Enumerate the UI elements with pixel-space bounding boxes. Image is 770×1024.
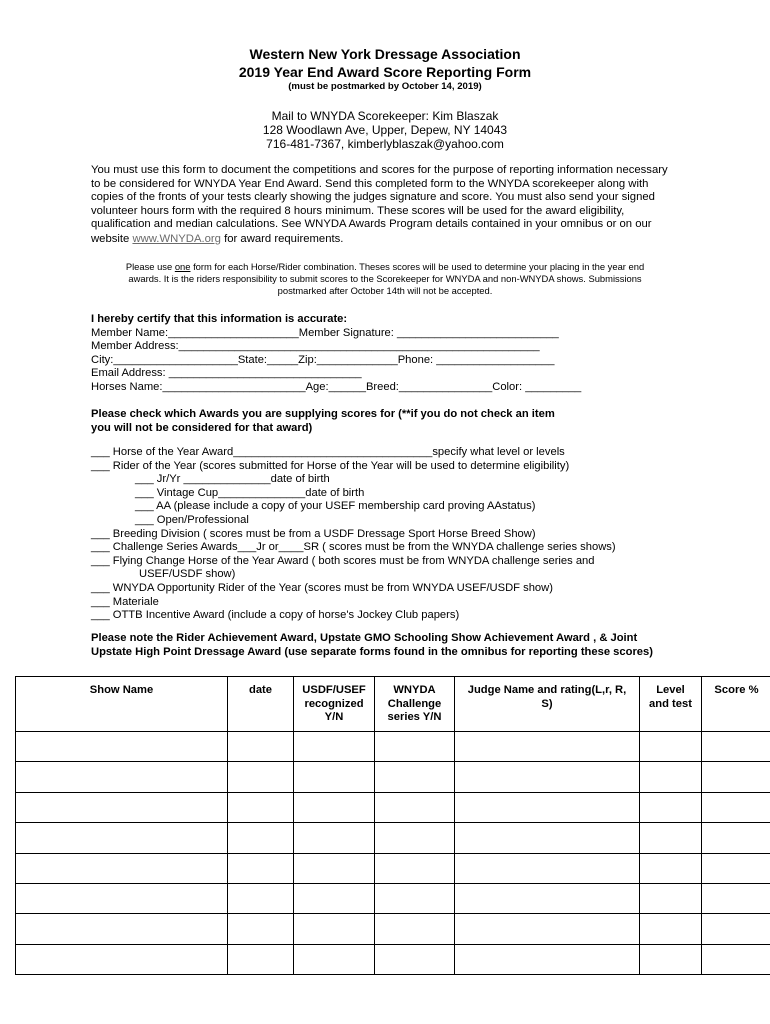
award-opportunity-rider[interactable]: ___ WNYDA Opportunity Rider of the Year (scores must be from WNYDA USEF/USDF show) xyxy=(91,581,553,594)
level-cell[interactable] xyxy=(640,914,702,944)
website-link[interactable]: www.WNYDA.org xyxy=(132,232,221,245)
website-suffix: for award requirements. xyxy=(220,232,344,245)
date-cell[interactable] xyxy=(228,944,294,974)
submission-note xyxy=(100,261,670,298)
col-score: Score % xyxy=(702,677,770,732)
challenge-cell[interactable] xyxy=(375,732,455,762)
level-cell[interactable] xyxy=(640,823,702,853)
member-name-field[interactable]: Member Name:_____________________Member Signature: __________________________ xyxy=(91,326,559,339)
note-underlined: one xyxy=(174,261,191,272)
recognized-cell[interactable] xyxy=(294,914,375,944)
note-line: awards. It is the riders responsibility to submit scores to the Scorekeeper for WNYDA and non-WNYDA shows. Submissions xyxy=(128,273,642,285)
show-name-cell[interactable] xyxy=(16,762,228,792)
mail-line-1: Mail to WNYDA Scorekeeper: Kim Blaszak xyxy=(271,109,499,123)
intro-line: qualification and median calculations. See WNYDA Awards Program details contained in your omnibus or on our xyxy=(91,218,652,231)
score-cell[interactable] xyxy=(702,914,770,944)
intro-line: volunteer hours form with the required 8 hours minimum. These scores will be used for the award eligibility, xyxy=(91,204,625,217)
certify-section xyxy=(91,313,691,395)
date-cell[interactable] xyxy=(228,792,294,822)
org-title: Western New York Dressage Association xyxy=(249,46,521,62)
intro-paragraph xyxy=(91,164,681,247)
deadline-note: (must be postmarked by October 14, 2019) xyxy=(288,81,482,92)
score-cell[interactable] xyxy=(702,732,770,762)
award-challenge-series[interactable]: ___ Challenge Series Awards___Jr or____SR ( scores must be from the WNYDA challenge series shows) xyxy=(91,541,616,554)
city-state-zip-field[interactable]: City:____________________State:_____Zip:_____________Phone: ___________________ xyxy=(91,353,555,366)
col-recognized: USDF/USEF recognized Y/N xyxy=(294,677,375,732)
date-cell[interactable] xyxy=(228,853,294,883)
note-line xyxy=(100,261,670,273)
award-ottb[interactable]: ___ OTTB Incentive Award (include a copy of horse's Jockey Club papers) xyxy=(91,609,460,622)
score-cell[interactable] xyxy=(702,853,770,883)
award-flying-change[interactable]: ___ Flying Change Horse of the Year Award ( both scores must be from WNYDA challenge series and xyxy=(91,554,595,567)
table-row xyxy=(16,883,770,913)
level-cell[interactable] xyxy=(640,883,702,913)
award-jr-yr[interactable]: ___ Jr/Yr ______________date of birth xyxy=(135,473,330,486)
recognized-cell[interactable] xyxy=(294,883,375,913)
judge-cell[interactable] xyxy=(455,732,640,762)
challenge-cell[interactable] xyxy=(375,944,455,974)
date-cell[interactable] xyxy=(228,823,294,853)
member-address-field[interactable]: Member Address:__________________________________________________________ xyxy=(91,340,540,353)
award-rider-of-year[interactable]: ___ Rider of the Year (scores submitted for Horse of the Year will be used to determine eligibility) xyxy=(91,459,570,472)
date-cell[interactable] xyxy=(228,883,294,913)
rider-note-line: Please note the Rider Achievement Award, Upstate GMO Schooling Show Achievement Award , & Joint xyxy=(91,632,638,644)
table-row xyxy=(16,914,770,944)
score-cell[interactable] xyxy=(702,792,770,822)
intro-line: You must use this form to document the competitions and scores for the purpose of reporting information necessary xyxy=(91,164,668,176)
show-name-cell[interactable] xyxy=(16,944,228,974)
score-cell[interactable] xyxy=(702,823,770,853)
awards-list xyxy=(91,446,721,623)
mail-line-3: 716-481-7367, kimberlyblaszak@yahoo.com xyxy=(266,137,504,151)
score-cell[interactable] xyxy=(702,762,770,792)
rider-achievement-note xyxy=(91,632,731,659)
award-breeding-division[interactable]: ___ Breeding Division ( scores must be from a USDF Dressage Sport Horse Breed Show) xyxy=(91,527,536,540)
table-row xyxy=(16,853,770,883)
challenge-cell[interactable] xyxy=(375,853,455,883)
challenge-cell[interactable] xyxy=(375,762,455,792)
note-line: postmarked after October 14th will not be accepted. xyxy=(277,285,493,297)
col-date: date xyxy=(228,677,294,732)
judge-cell[interactable] xyxy=(455,883,640,913)
col-judge: Judge Name and rating(L,r, R, S) xyxy=(455,677,640,732)
recognized-cell[interactable] xyxy=(294,792,375,822)
show-name-cell[interactable] xyxy=(16,914,228,944)
judge-cell[interactable] xyxy=(455,944,640,974)
col-challenge: WNYDA Challenge series Y/N xyxy=(375,677,455,732)
judge-cell[interactable] xyxy=(455,792,640,822)
judge-cell[interactable] xyxy=(455,762,640,792)
certify-heading: I hereby certify that this information is accurate: xyxy=(91,313,348,325)
score-cell[interactable] xyxy=(702,883,770,913)
col-level: Level and test xyxy=(640,677,702,732)
date-cell[interactable] xyxy=(228,914,294,944)
col-show-name: Show Name xyxy=(16,677,228,732)
show-name-cell[interactable] xyxy=(16,792,228,822)
award-open-professional[interactable]: ___ Open/Professional xyxy=(135,513,249,526)
note-prefix: Please use xyxy=(125,261,175,272)
score-table-body xyxy=(16,732,770,975)
awards-section xyxy=(91,408,711,435)
award-horse-of-year[interactable]: ___ Horse of the Year Award________________________________specify what level or levels xyxy=(91,446,565,458)
challenge-cell[interactable] xyxy=(375,792,455,822)
form-title: 2019 Year End Award Score Reporting Form xyxy=(238,64,532,80)
level-cell[interactable] xyxy=(640,762,702,792)
show-name-cell[interactable] xyxy=(16,823,228,853)
awards-heading: you will not be considered for that award) xyxy=(91,421,313,434)
judge-cell[interactable] xyxy=(455,914,640,944)
intro-line: to be considered for WNYDA Year End Award. Send this completed form to the WNYDA scorekeeper along with xyxy=(91,177,649,190)
table-row xyxy=(16,792,770,822)
show-name-cell[interactable] xyxy=(16,732,228,762)
horse-info-field[interactable]: Horses Name:_______________________Age:______Breed:_______________Color: _________ xyxy=(91,380,582,393)
table-row xyxy=(16,944,770,974)
date-cell[interactable] xyxy=(228,732,294,762)
level-cell[interactable] xyxy=(640,792,702,822)
note-rest: form for each Horse/Rider combination. Theses scores will be used to determine your placing in the year end xyxy=(190,261,645,272)
recognized-cell[interactable] xyxy=(294,853,375,883)
recognized-cell[interactable] xyxy=(294,944,375,974)
intro-line: copies of the fronts of your tests clearly showing the judges signature and score. You must also send your signed xyxy=(91,191,655,204)
recognized-cell[interactable] xyxy=(294,732,375,762)
show-name-cell[interactable] xyxy=(16,853,228,883)
level-cell[interactable] xyxy=(640,944,702,974)
level-cell[interactable] xyxy=(640,732,702,762)
rider-note-line: Upstate High Point Dressage Award (use separate forms found in the omnibus for reporting these scores) xyxy=(91,645,653,658)
awards-heading: Please check which Awards you are supplying scores for (**if you do not check an item xyxy=(91,408,555,420)
judge-cell[interactable] xyxy=(455,823,640,853)
table-row xyxy=(16,732,770,762)
email-field[interactable]: Email Address: _______________________________ xyxy=(91,367,362,380)
judge-cell[interactable] xyxy=(455,853,640,883)
table-header-row xyxy=(16,677,770,732)
award-flying-change-cont: USEF/USDF show) xyxy=(139,568,236,581)
website-prefix: website xyxy=(91,232,133,245)
score-table xyxy=(15,676,770,975)
recognized-cell[interactable] xyxy=(294,762,375,792)
challenge-cell[interactable] xyxy=(375,914,455,944)
recognized-cell[interactable] xyxy=(294,823,375,853)
table-row xyxy=(16,762,770,792)
table-row xyxy=(16,823,770,853)
intro-line xyxy=(91,233,681,247)
challenge-cell[interactable] xyxy=(375,823,455,853)
mail-line-2: 128 Woodlawn Ave, Upper, Depew, NY 14043 xyxy=(262,123,508,137)
show-name-cell[interactable] xyxy=(16,883,228,913)
award-aa[interactable]: ___ AA (please include a copy of your USEF membership card proving AAstatus) xyxy=(135,500,536,513)
award-vintage-cup[interactable]: ___ Vintage Cup______________date of birth xyxy=(135,486,365,499)
score-cell[interactable] xyxy=(702,944,770,974)
award-materiale[interactable]: ___ Materiale xyxy=(91,595,159,608)
date-cell[interactable] xyxy=(228,762,294,792)
challenge-cell[interactable] xyxy=(375,883,455,913)
level-cell[interactable] xyxy=(640,853,702,883)
